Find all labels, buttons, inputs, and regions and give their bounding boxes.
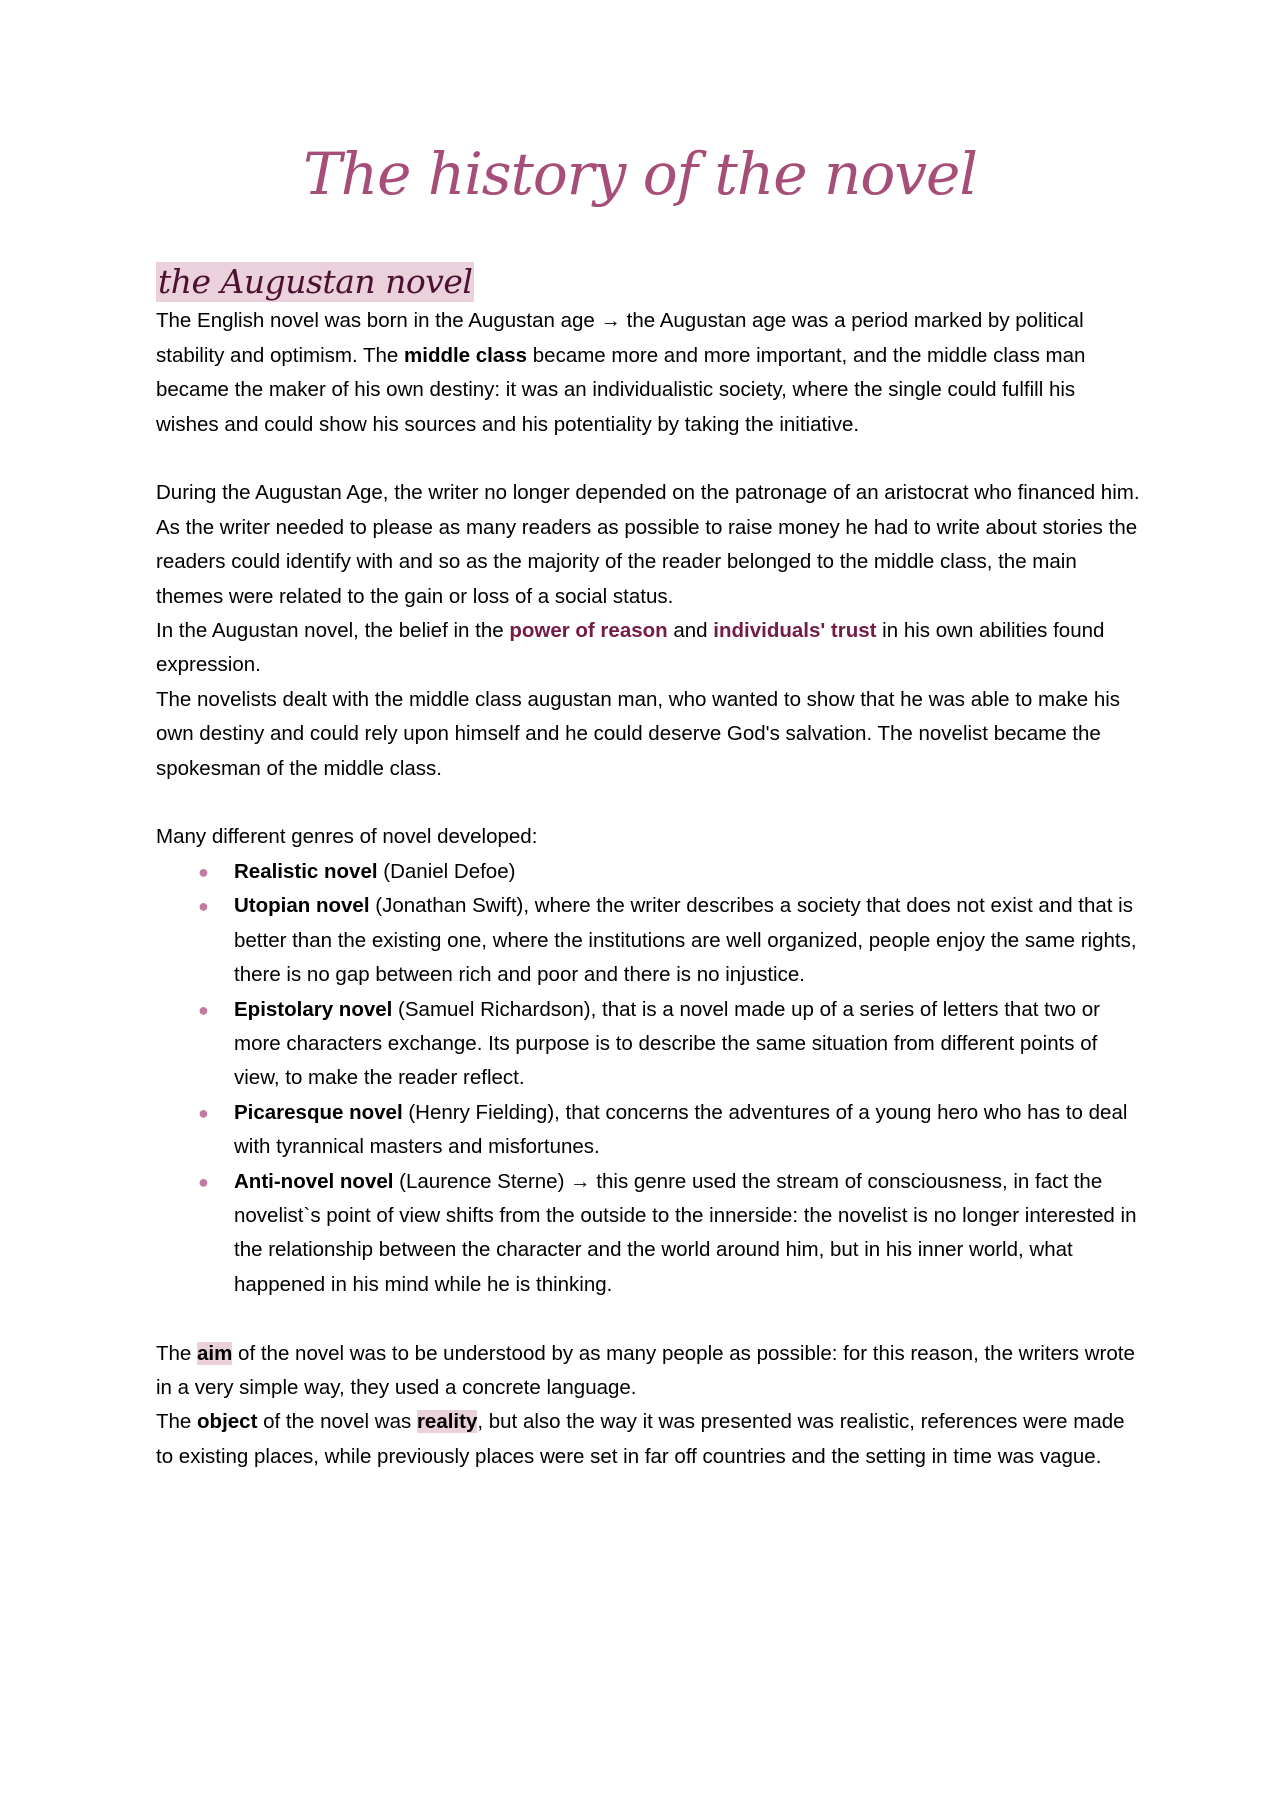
bullet-icon: ● — [198, 1102, 209, 1123]
highlighted-text: aim — [197, 1341, 233, 1365]
genre-text: (Jonathan Swift), where the writer describes a society that does not exist and that is better than the existing one, where the institutions are well organized, people enjoy the same rights, there is no gap between rich and poor and there is no injustice. — [234, 894, 1137, 987]
genre-text: (Samuel Richardson), that is a novel made up of a series of letters that two or more characters exchange. Its purpose is to describe the same situation from different points of view, to make the reader reflect. — [234, 997, 1100, 1090]
bold-text: object — [197, 1410, 258, 1434]
text: of the novel was — [257, 1410, 417, 1434]
list-item — [198, 1165, 1141, 1303]
bold-text: middle class — [404, 343, 528, 367]
paragraph-novelists: The novelists dealt with the middle class augustan man, who wanted to show that he was able to make his own destiny and could rely upon himself and he could deserve God's salvation. The novelist became the spokesman of the middle class. — [156, 687, 1121, 780]
list-item — [198, 993, 1141, 1096]
list-item — [198, 889, 1141, 992]
text: The — [156, 1410, 198, 1434]
text: in his own abilities found expression. — [156, 619, 1105, 677]
paragraph-patronage: During the Augustan Age, the writer no longer depended on the patronage of an aristocrat who financed him. As the writer needed to please as many readers as possible to raise money he had to write about stories the readers could identify with and so as the majority of the reader belonged to the middle class, the main themes were related to the gain or loss of a social status. — [156, 481, 1140, 608]
text: became more and more important, and the middle class man became the maker of his own destiny: it was an individualistic society, where the single could fulfill his wishes and could show his sources and his potentiality by taking the initiative. — [156, 343, 1086, 436]
paragraph-object — [156, 1405, 1141, 1474]
genre-name: Anti-novel novel — [234, 1169, 394, 1193]
document-body — [156, 262, 1141, 1474]
paragraph-genres-intro: Many different genres of novel developed: — [156, 825, 538, 849]
accent-text: power of reason — [509, 619, 668, 643]
genre-text: (Laurence Sterne) → this genre used the stream of consciousness, in fact the novelist`s point of view shifts from the outside to the innerside: the novelist is no longer interested in the relationship between the character and the world around him, but in his inner world, what happened in his mind while he is thinking. — [234, 1169, 1137, 1296]
genre-name: Utopian novel — [234, 894, 370, 918]
genre-name: Picaresque novel — [234, 1100, 403, 1124]
genre-text: (Daniel Defoe) — [377, 859, 516, 883]
paragraph-reason — [156, 614, 1141, 683]
text: of the novel was to be understood by as many people as possible: for this reason, the writers wrote in a very simple way, they used a concrete language. — [156, 1341, 1135, 1399]
accent-text: individuals' trust — [713, 619, 877, 643]
text: The — [156, 1341, 198, 1365]
text: , but also the way it was presented was realistic, references were made to existing places, while previously places were set in far off countries and the setting in time was vague. — [156, 1410, 1125, 1468]
paragraph-augustan-age — [156, 304, 1141, 442]
text: and — [667, 619, 714, 643]
bullet-icon: ● — [198, 861, 209, 882]
text: The English novel was born in the Augustan age → the Augustan age was a period marked by political stability and optimism. The — [156, 309, 1084, 367]
genre-name: Epistolary novel — [234, 997, 393, 1021]
genre-name: Realistic novel — [234, 859, 378, 883]
genre-text: (Henry Fielding), that concerns the adventures of a young hero who has to deal with tyrannical masters and misfortunes. — [234, 1100, 1128, 1159]
highlighted-text: reality — [416, 1410, 478, 1434]
document-title: The history of the novel — [303, 140, 977, 208]
genre-list — [156, 855, 1141, 1302]
bullet-icon: ● — [198, 896, 209, 917]
section-heading: the Augustan novel — [158, 262, 473, 301]
list-item — [198, 1096, 1141, 1165]
bullet-icon: ● — [198, 999, 209, 1020]
bullet-icon: ● — [198, 1171, 209, 1192]
text: In the Augustan novel, the belief in the — [156, 619, 510, 643]
paragraph-aim — [156, 1337, 1141, 1406]
list-item — [198, 855, 1141, 889]
